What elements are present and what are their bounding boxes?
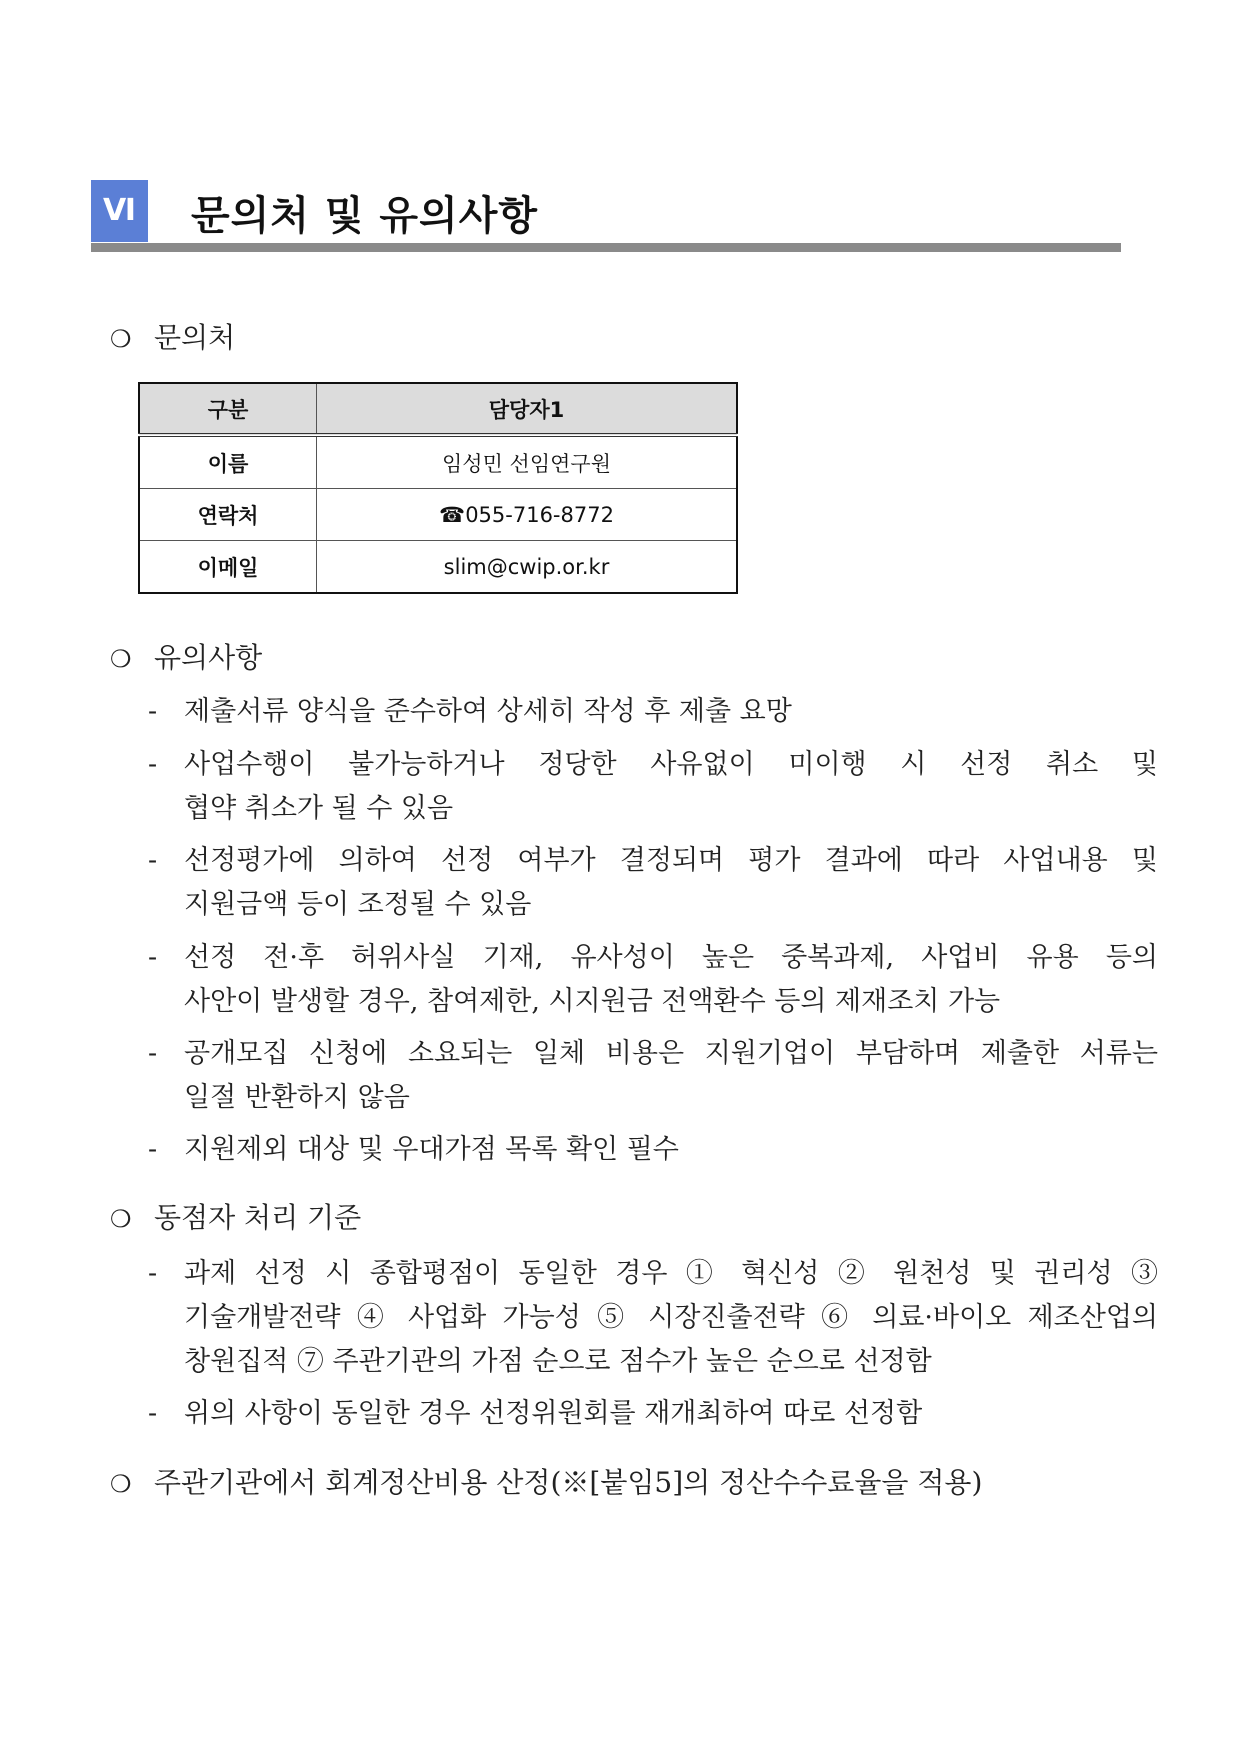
- tiebreak-line: 기술개발전략 ④ 사업화 가능성 ⑤ 시장진출전략 ⑥ 의료·바이오 제조산업의: [184, 1302, 1158, 1333]
- note-line: 사안이 발생할 경우, 참여제한, 시지원금 전액환수 등의 제재조치 가능: [184, 986, 1001, 1017]
- list-item: [148, 690, 1158, 734]
- notes-heading: [110, 636, 262, 676]
- row-value-phone: ☎055-716-8772: [317, 489, 738, 541]
- dash-bullet: -: [148, 696, 158, 727]
- dash-bullet: -: [148, 1134, 158, 1165]
- note-line: 사업수행이 불가능하거나 정당한 사유없이 미이행 시 선정 취소 및: [184, 749, 1158, 780]
- note-line: 협약 취소가 될 수 있음: [184, 793, 454, 824]
- tiebreak-line: 위의 사항이 동일한 경우 선정위원회를 재개최하여 따로 선정함: [184, 1398, 923, 1429]
- row-value-name: 임성민 선임연구원: [317, 435, 738, 489]
- dash-bullet: -: [148, 845, 158, 876]
- list-item: [148, 1252, 1158, 1384]
- row-label-phone: 연락처: [139, 489, 317, 541]
- circle-bullet-icon: ❍: [110, 645, 132, 673]
- dash-bullet: -: [148, 1258, 158, 1289]
- header-divider: [91, 243, 1121, 252]
- notes-heading-text: 유의사항: [154, 641, 263, 674]
- contact-heading-text: 문의처: [154, 321, 236, 354]
- note-line: 선정 전·후 허위사실 기재, 유사성이 높은 중복과제, 사업비 유용 등의: [184, 942, 1158, 973]
- settlement-heading-text: 주관기관에서 회계정산비용 산정(※[붙임5]의 정산수수료율을 적용): [154, 1466, 983, 1499]
- dash-bullet: -: [148, 1398, 158, 1429]
- tiebreak-line: 과제 선정 시 종합평점이 동일한 경우 ① 혁신성 ② 원천성 및 권리성 ③: [184, 1258, 1158, 1289]
- contact-table: [138, 382, 738, 594]
- note-line: 공개모집 신청에 소요되는 일체 비용은 지원기업이 부담하며 제출한 서류는: [184, 1038, 1158, 1069]
- list-item: [148, 1032, 1158, 1120]
- dash-bullet: -: [148, 942, 158, 973]
- row-label-name: 이름: [139, 435, 317, 489]
- note-line: 지원제외 대상 및 우대가점 목록 확인 필수: [184, 1134, 679, 1165]
- note-line: 지원금액 등이 조정될 수 있음: [184, 889, 532, 920]
- note-line: 제출서류 양식을 준수하여 상세히 작성 후 제출 요망: [184, 696, 792, 727]
- tiebreak-heading-text: 동점자 처리 기준: [154, 1201, 362, 1234]
- row-value-email[interactable]: slim@cwip.or.kr: [317, 541, 738, 594]
- table-row: [139, 489, 737, 541]
- list-item: [148, 743, 1158, 831]
- table-header-row: [139, 383, 737, 435]
- table-header-person1: 담당자1: [317, 383, 738, 435]
- note-line: 일절 반환하지 않음: [184, 1082, 410, 1113]
- list-item: [148, 1392, 1158, 1436]
- circle-bullet-icon: ❍: [110, 1205, 132, 1233]
- circle-bullet-icon: ❍: [110, 1470, 132, 1498]
- tiebreak-line: 창원집적 ⑦ 주관기관의 가점 순으로 점수가 높은 순으로 선정함: [184, 1346, 932, 1377]
- row-label-email: 이메일: [139, 541, 317, 594]
- list-item: [148, 1128, 1158, 1172]
- settlement-heading: [110, 1461, 982, 1501]
- section-title: 문의처 및 유의사항: [191, 193, 538, 239]
- section-header: [91, 180, 1121, 252]
- tiebreak-heading: [110, 1196, 361, 1236]
- section-number-badge: Ⅵ: [91, 180, 148, 242]
- list-item: [148, 936, 1158, 1024]
- table-header-category: 구분: [139, 383, 317, 435]
- dash-bullet: -: [148, 1038, 158, 1069]
- list-item: [148, 839, 1158, 927]
- dash-bullet: -: [148, 749, 158, 780]
- circle-bullet-icon: ❍: [110, 325, 132, 353]
- note-line: 선정평가에 의하여 선정 여부가 결정되며 평가 결과에 따라 사업내용 및: [184, 845, 1158, 876]
- table-row: [139, 541, 737, 594]
- table-row: [139, 435, 737, 489]
- contact-heading: [110, 316, 235, 356]
